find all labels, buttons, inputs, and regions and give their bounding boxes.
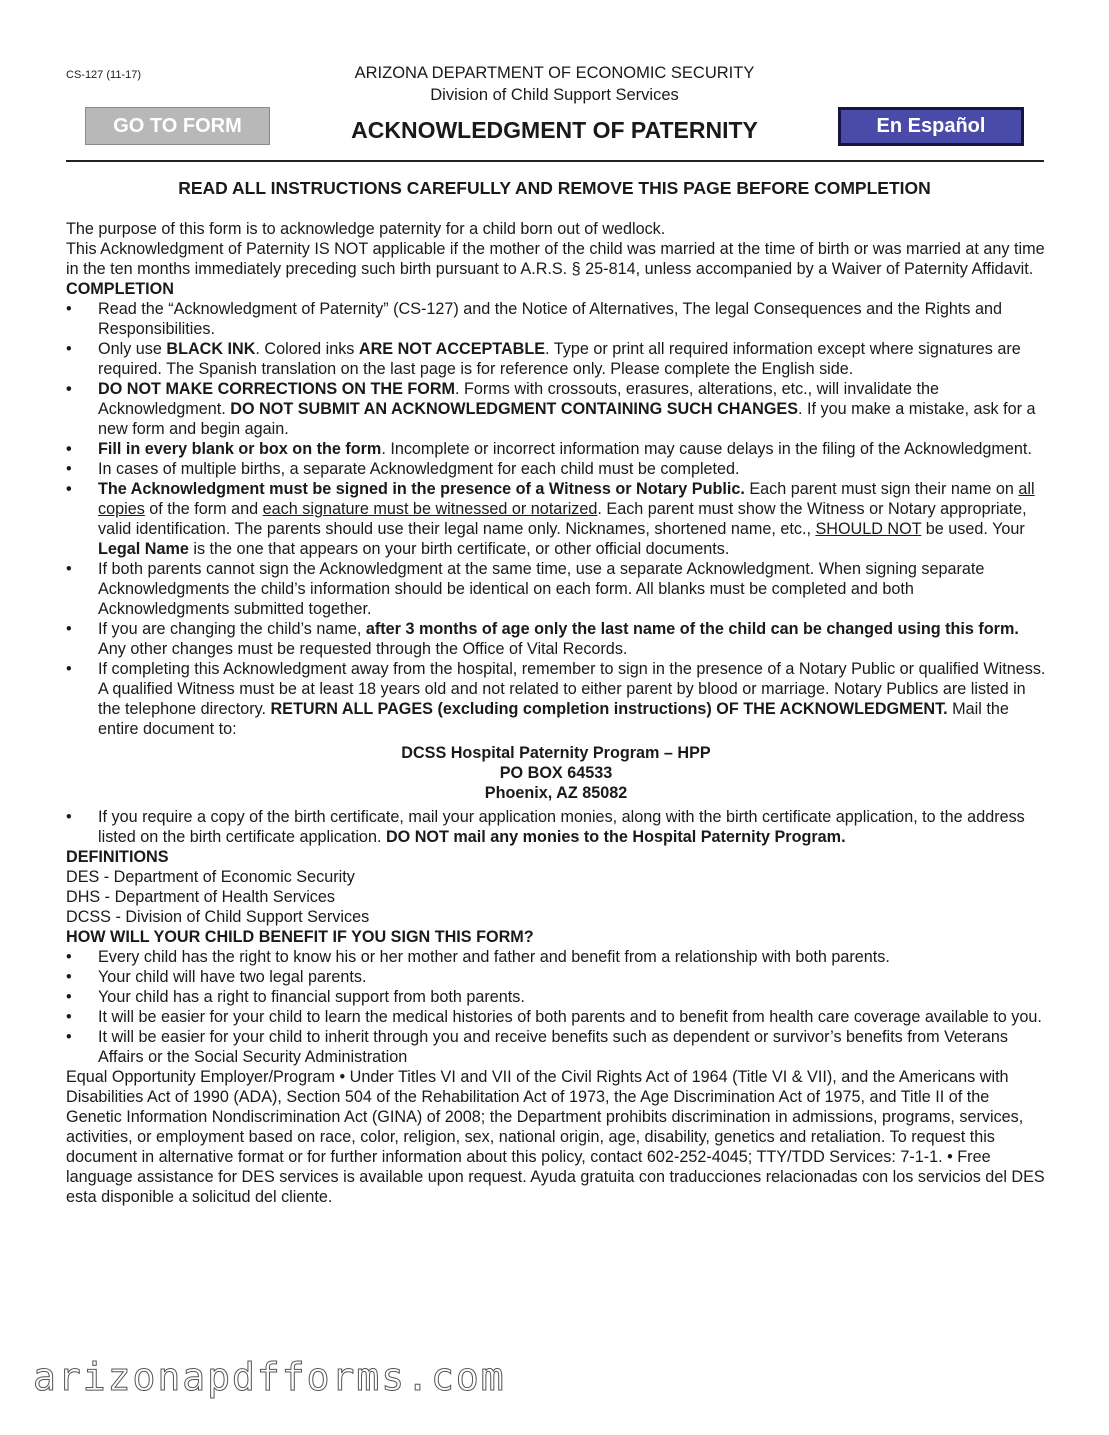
- list-item: • DO NOT MAKE CORRECTIONS ON THE FORM. Forms with crossouts, erasures, alterations, etc., will invalidate the Acknowledgment. DO NOT SUBMIT AN ACKNOWLEDGMENT CONTAINING SUCH CHANGES. If you make a mistake, ask for a new form and begin again.: [66, 379, 1046, 439]
- eeo-statement: Equal Opportunity Employer/Program • Under Titles VI and VII of the Civil Rights Act of 1964 (Title VI & VII), and the Americans with Disabilities Act of 1990 (ADA), Section 504 of the Rehabilitation Act of 1973, the Age Discrimination Act of 1975, and Title II of the Genetic Information Nondiscrimination Act (GINA) of 2008; the Department prohibits discrimination in admissions, programs, services, activities, or employment based on race, color, religion, sex, national origin, age, disability, genetics and retaliation. To request this document in alternative format or for further information about this policy, contact 602-252-4045; TTY/TDD Services: 7-1-1. • Free language assistance for DES services is available upon request. Ayuda gratuita con traducciones relacionadas con los servicios del DES esta disponible a solicitud del cliente.: [66, 1068, 1045, 1206]
- address-line-2: PO BOX 64533: [499, 764, 613, 782]
- read-all-heading: READ ALL INSTRUCTIONS CAREFULLY AND REMOVE THIS PAGE BEFORE COMPLETION: [178, 178, 931, 198]
- list-item: • It will be easier for your child to learn the medical histories of both parents and to benefit from health care coverage available to you.: [66, 1007, 1046, 1027]
- address-line-1: DCSS Hospital Paternity Program – HPP: [401, 744, 711, 762]
- benefit-heading: HOW WILL YOUR CHILD BENEFIT IF YOU SIGN THIS FORM?: [66, 928, 534, 946]
- list-item: • If you require a copy of the birth certificate, mail your application monies, along with the birth certificate application, to the address listed on the birth certificate application. DO NOT mail any monies to the Hospital Paternity Program.: [66, 807, 1046, 847]
- intro-line-1: The purpose of this form is to acknowledge paternity for a child born out of wedlock.: [66, 220, 666, 238]
- list-item: • In cases of multiple births, a separate Acknowledgment for each child must be completed.: [66, 459, 1046, 479]
- list-item: • Your child will have two legal parents.: [66, 967, 1046, 987]
- agency-name: ARIZONA DEPARTMENT OF ECONOMIC SECURITY: [354, 64, 755, 82]
- address-line-3: Phoenix, AZ 85082: [484, 784, 628, 802]
- page-title: ACKNOWLEDGMENT OF PATERNITY: [351, 117, 758, 143]
- list-item: • Only use BLACK INK. Colored inks ARE NOT ACCEPTABLE. Type or print all required information except where signatures are required. The Spanish translation on the last page is for reference only. Please complete the English side.: [66, 339, 1046, 379]
- list-item: • If both parents cannot sign the Acknowledgment at the same time, use a separate Acknowledgment. When signing separate Acknowledgments the child’s information should be identical on each form. All blanks must be completed and both Acknowledgments submitted together.: [66, 559, 1046, 619]
- completion-list: [66, 299, 1046, 739]
- go-to-form-button[interactable]: GO TO FORM: [85, 107, 270, 145]
- list-item: • Read the “Acknowledgment of Paternity” (CS-127) and the Notice of Alternatives, The legal Consequences and the Rights and Responsibilities.: [66, 299, 1046, 339]
- list-item: • Your child has a right to financial support from both parents.: [66, 987, 1046, 1007]
- list-item: • Fill in every blank or box on the form. Incomplete or incorrect information may cause delays in the filing of the Acknowledgment.: [66, 439, 1046, 459]
- watermark: arizonapdfforms.com: [33, 1355, 506, 1399]
- list-item: • The Acknowledgment must be signed in the presence of a Witness or Notary Public. Each parent must sign their name on all copies of the form and each signature must be witnessed or notarized. Each parent must show the Witness or Notary appropriate, valid identification. The parents should use their legal name only. Nicknames, shortened name, etc., SHOULD NOT be used. Your Legal Name is the one that appears on your birth certificate, or other official documents.: [66, 479, 1046, 559]
- mailing-address: [66, 743, 1046, 803]
- definition-dhs: DHS - Department of Health Services: [66, 888, 335, 906]
- agency-header: [0, 62, 1109, 106]
- list-item: • If you are changing the child’s name, after 3 months of age only the last name of the child can be changed using this form. Any other changes must be requested through the Office of Vital Records.: [66, 619, 1046, 659]
- completion-heading: COMPLETION: [66, 280, 174, 298]
- definitions-heading: DEFINITIONS: [66, 848, 169, 866]
- instructions-body: [66, 219, 1046, 1207]
- division-name: Division of Child Support Services: [430, 86, 679, 104]
- definition-dcss: DCSS - Division of Child Support Services: [66, 908, 370, 926]
- list-item: • It will be easier for your child to inherit through you and receive benefits such as dependent or survivor’s benefits from Veterans Affairs or the Social Security Administration: [66, 1027, 1046, 1067]
- list-item: • Every child has the right to know his or her mother and father and benefit from a relationship with both parents.: [66, 947, 1046, 967]
- intro-line-2: This Acknowledgment of Paternity IS NOT applicable if the mother of the child was married at the time of birth or was married at any time in the ten months immediately preceding such birth pursuant to A.R.S. § 25-814, unless accompanied by a Waiver of Paternity Affidavit.: [66, 240, 1045, 278]
- completion-list-2: [66, 807, 1046, 847]
- en-espanol-button[interactable]: En Español: [838, 107, 1024, 146]
- definitions-list: [66, 867, 1046, 927]
- header-divider: [66, 160, 1044, 162]
- form-code: CS-127 (11-17): [66, 69, 141, 81]
- benefit-list: [66, 947, 1046, 1067]
- list-item: • If completing this Acknowledgment away from the hospital, remember to sign in the presence of a Notary Public or qualified Witness. A qualified Witness must be at least 18 years old and not related to either parent by blood or marriage. Notary Publics are listed in the telephone directory. RETURN ALL PAGES (excluding completion instructions) OF THE ACKNOWLEDGMENT. Mail the entire document to:: [66, 659, 1046, 739]
- definition-des: DES - Department of Economic Security: [66, 868, 355, 886]
